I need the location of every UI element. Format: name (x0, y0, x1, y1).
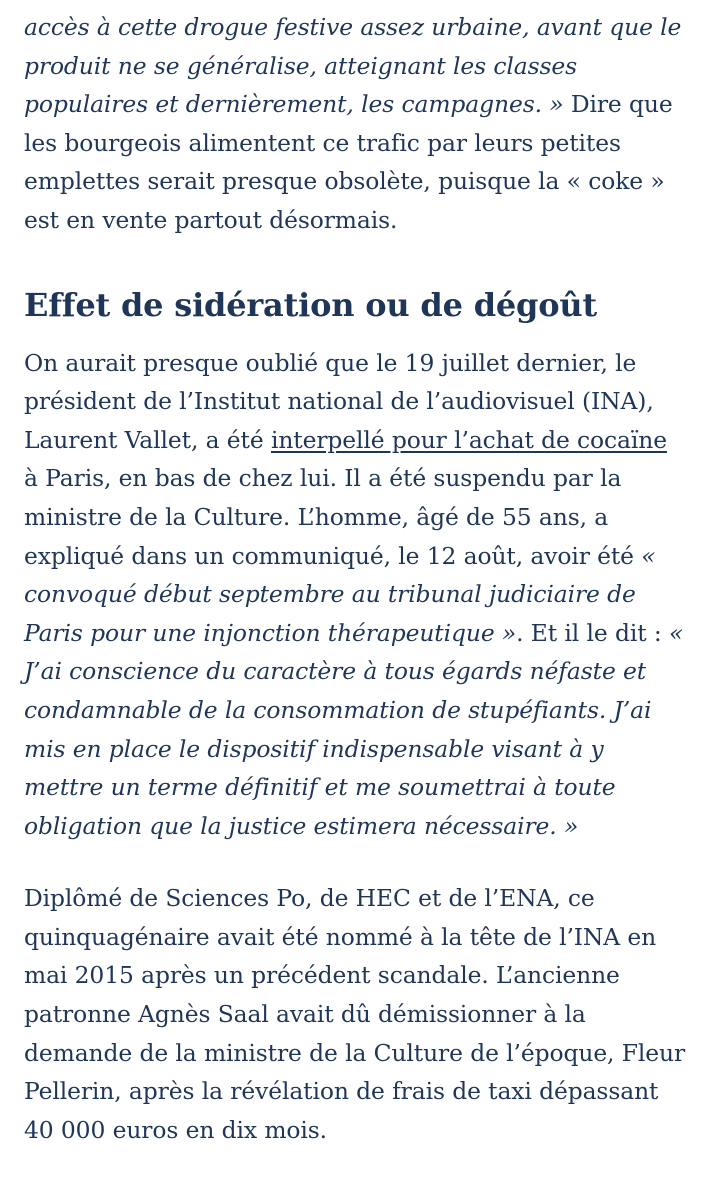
section-heading: Effet de sidération ou de dégoût (24, 285, 597, 324)
quote-statement: « J’ai conscience du caractère à tous égards néfaste et condamnable de la consommation de stupéfiants. J’ai mis en place le dispositif indispensable visant à y mettre un terme définitif et me soumettrai à toute obligation que la justice estimera nécessaire. » (24, 618, 684, 840)
arrest-link[interactable]: interpellé pour l’achat de cocaïne (270, 425, 667, 454)
paragraph-background: Diplômé de Sciences Po, de HEC et de l’ENA, ce quinquagénaire avait été nommé à la tête de l’INA en mai 2015 après un précédent scandale. L’ancienne patronne Agnès Saal avait dû démissionner à la demande de la ministre de la Culture de l’époque, Fleur Pellerin, après la révélation de frais de taxi dépassant 40 000 euros en dix mois. (24, 884, 686, 1144)
quote-convocation: « convoqué début septembre au tribunal judiciaire de Paris pour une injonction thérapeutique » (24, 541, 656, 647)
paragraph-vallet (24, 344, 687, 846)
paragraph-vallet-text-a: On aurait presque oublié que le 19 juillet dernier, le président de l’Institut national de l’audiovisuel (INA), Laurent Vallet, a été (24, 348, 654, 454)
paragraph-vallet-text-b: à Paris, en bas de chez lui. Il a été suspendu par la ministre de la Culture. L’homme, âgé de 55 ans, a expliqué dans un communiqué, le 12 août, avoir été (24, 464, 642, 570)
paragraph-intro (24, 8, 687, 240)
paragraph-intro-text: Dire que les bourgeois alimentent ce trafic par leurs petites emplettes serait presque obsolète, puisque la « coke » est en vente partout désormais. (24, 90, 673, 234)
paragraph-vallet-text-c: . Et il le dit : (516, 618, 669, 647)
quote-continuation: accès à cette drogue festive assez urbaine, avant que le produit ne se généralise, atteignant les classes populaires et dernièrement, les campagnes. » (24, 13, 682, 119)
